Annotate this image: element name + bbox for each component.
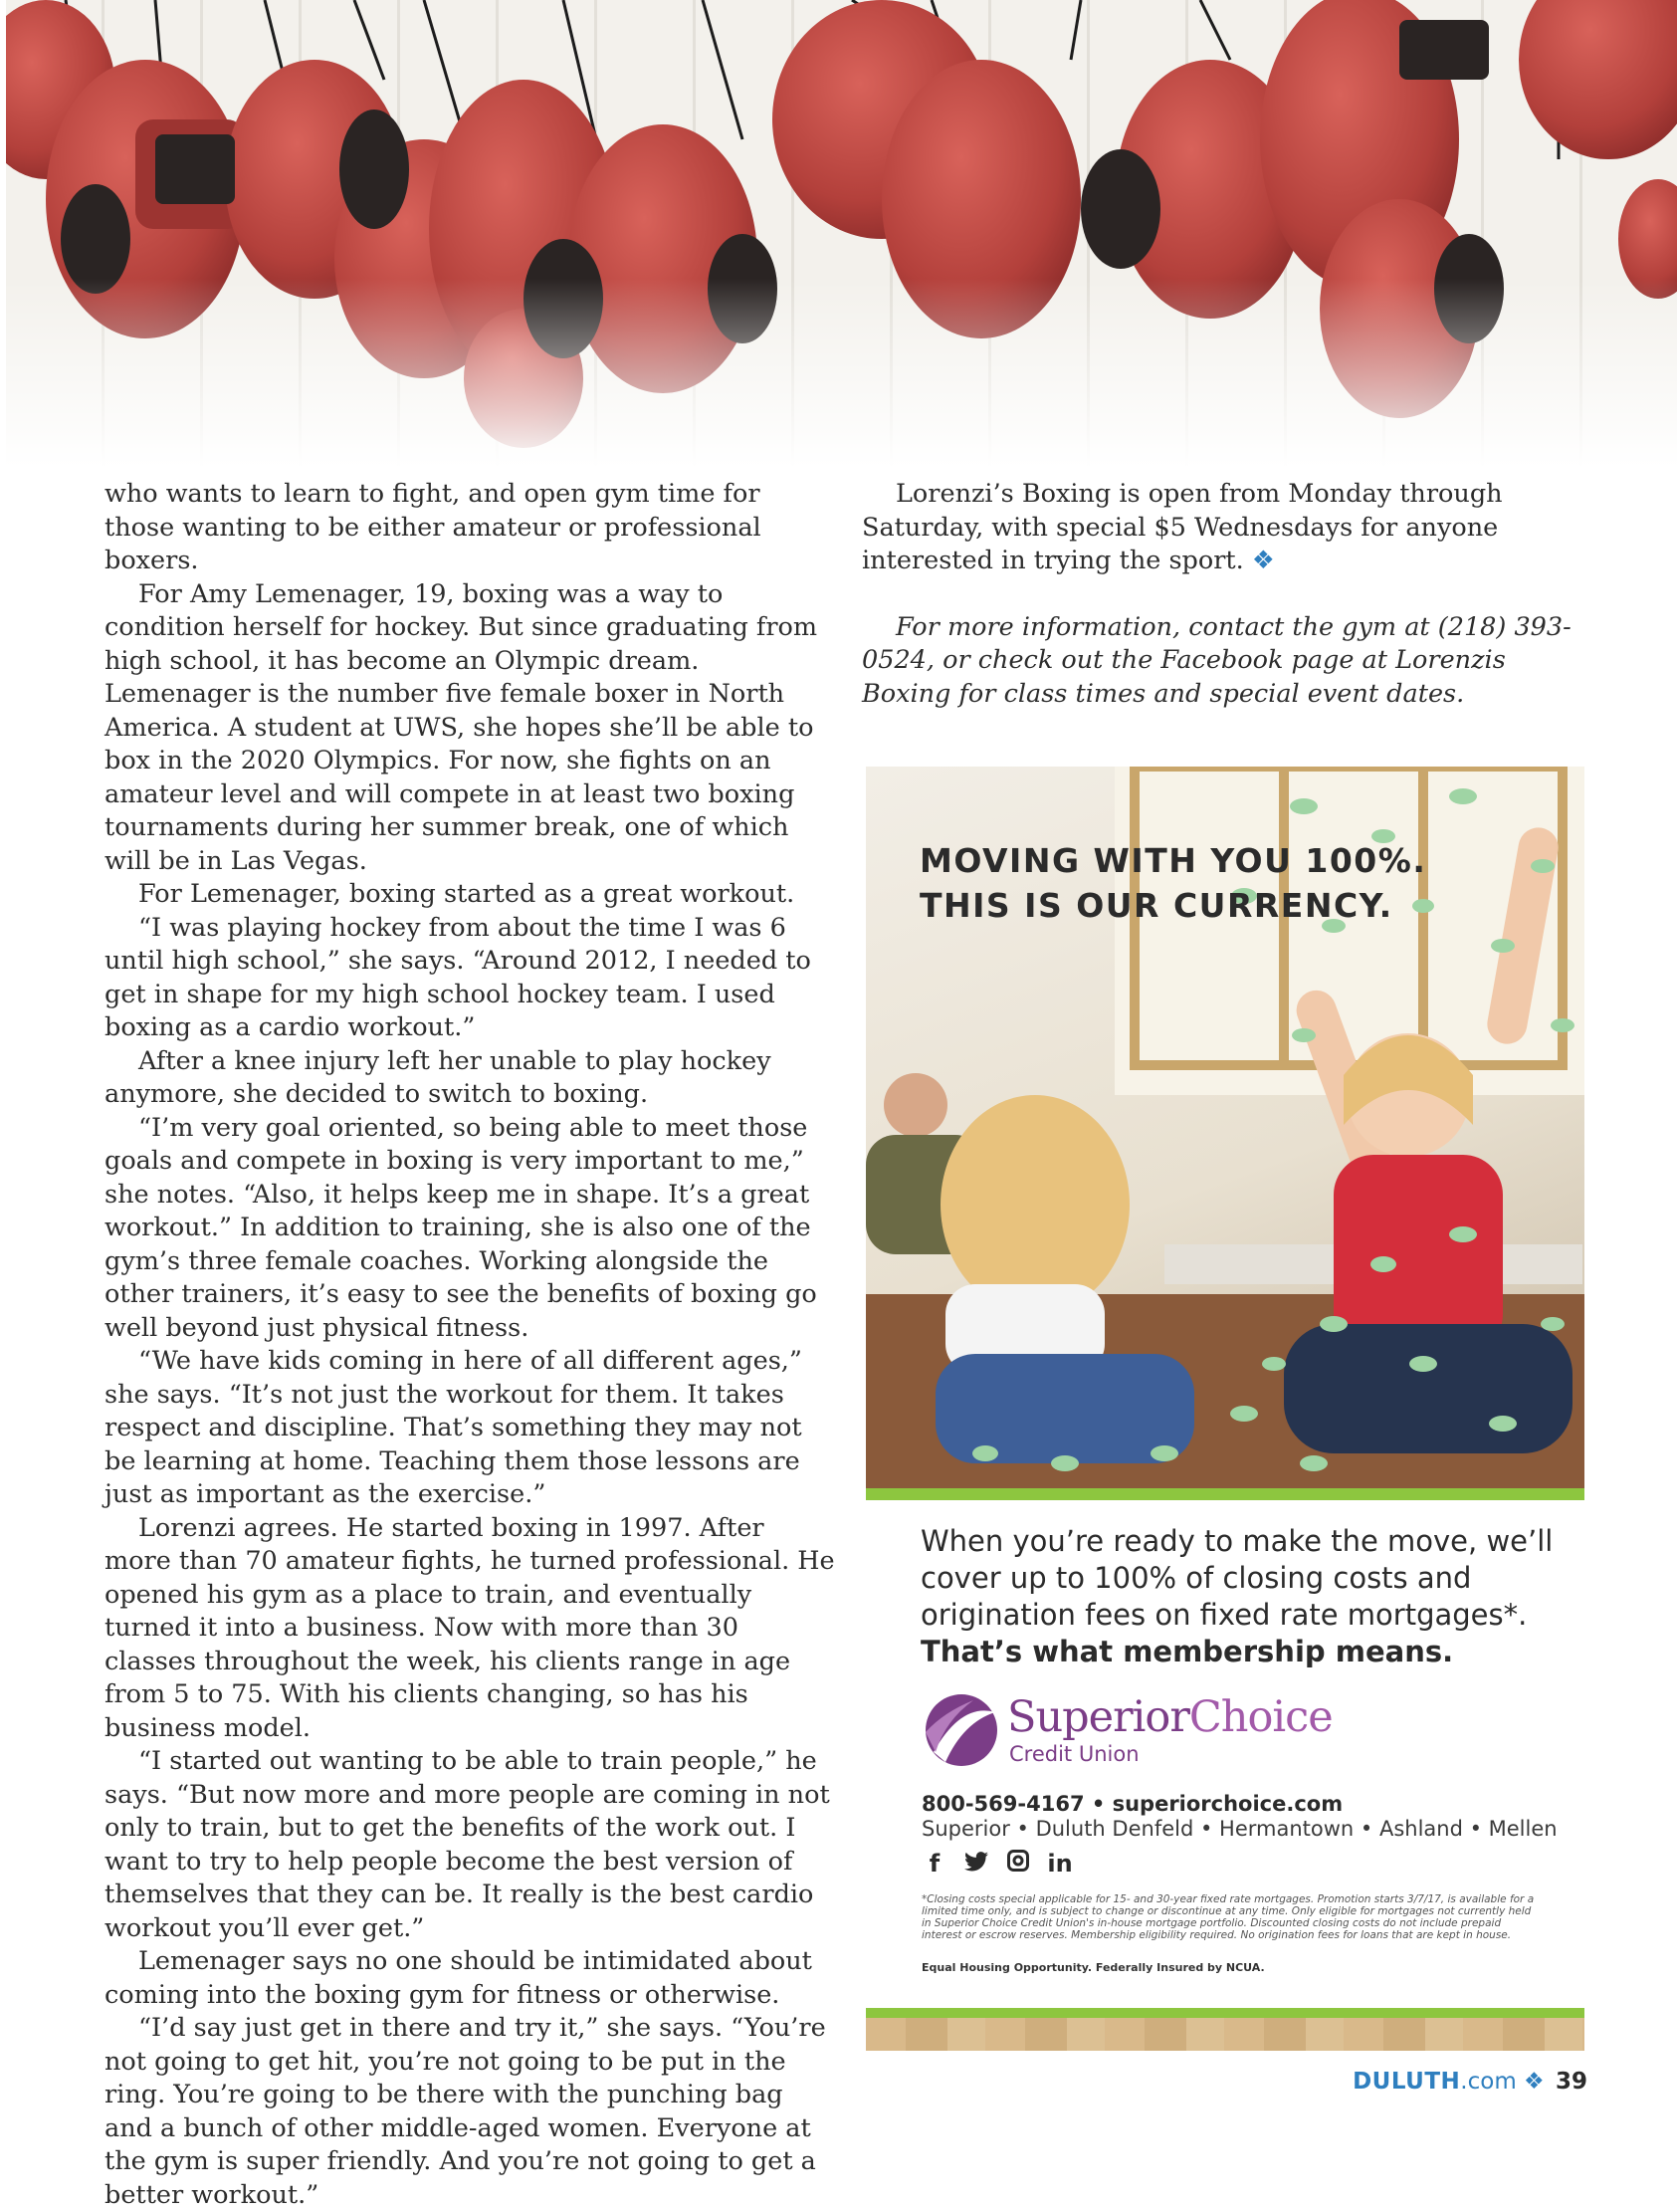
page-number: 39 bbox=[1555, 2069, 1587, 2095]
article-paragraph: For Lemenager, boxing started as a great workout. bbox=[138, 879, 795, 909]
logo-word-superior: Superior bbox=[1007, 1692, 1189, 1742]
article-paragraph: “I was playing hockey from about the time I was 6 until high school,” she says. “Around 2012, I needed to get in shape for my high school hockey team. I used boxing as a cardio workout.” bbox=[105, 912, 811, 1042]
facebook-icon[interactable]: f bbox=[929, 1850, 941, 1878]
ad-headline-line1: MOVING WITH YOU 100%. bbox=[920, 841, 1427, 880]
linkedin-icon[interactable]: in bbox=[1047, 1850, 1073, 1878]
article-left-column bbox=[105, 478, 836, 2212]
folio-suffix: .com bbox=[1460, 2069, 1517, 2095]
hero-fade bbox=[6, 279, 1677, 468]
superior-choice-logo[interactable] bbox=[924, 1692, 1342, 1782]
article-paragraph: Lemenager says no one should be intimidated about coming into the boxing gym for fitness or otherwise. bbox=[105, 1946, 812, 2010]
logo-wordmark bbox=[1007, 1692, 1333, 1742]
ad-contact[interactable]: 800-569-4167 • superiorchoice.com bbox=[922, 1792, 1344, 1816]
article-paragraph: For Amy Lemenager, 19, boxing was a way to condition herself for hockey. But since graduating from high school, it has become an Olympic dream. Lemenager is the number five female boxer in North America. A student at UWS, she hopes she’ll be able to box in the 2020 Olympics. For now, she fights on an amateur level and will compete in at least two boxing tournaments during her summer break, one of which will be in Las Vegas. bbox=[105, 578, 818, 876]
article-paragraph: Lorenzi agrees. He started boxing in 1997. After more than 70 amateur fights, he turned professional. He opened his gym as a place to train, and eventually turned it into a business. Now with more than 30 classes throughout the week, his clients range in age from 5 to 75. With his clients changing, so has his business model. bbox=[105, 1512, 835, 1743]
superior-choice-ad[interactable] bbox=[866, 767, 1584, 2051]
article-paragraph: “I’m very goal oriented, so being able to meet those goals and compete in boxing is very important to me,” she notes. “Also, it helps keep me in shape. It’s a great workout.” In addition to training, she is also one of the gym’s three female coaches. Working alongside the other trainers, it’s easy to see the benefits of boxing go well beyond just physical fitness. bbox=[105, 1112, 817, 1343]
twitter-icon[interactable] bbox=[963, 1850, 989, 1878]
instagram-icon[interactable] bbox=[1005, 1850, 1031, 1878]
logo-word-choice: Choice bbox=[1188, 1692, 1333, 1742]
instagram-shape bbox=[1007, 1850, 1029, 1872]
article-paragraph: “We have kids coming in here of all different ages,” she says. “It’s not just the workout for them. It takes respect and discipline. That’s something they may not be learning at home. Teaching them those lessons are just as important as the exercise.” bbox=[105, 1346, 802, 1509]
equal-housing-note: Equal Housing Opportunity. Federally Insured by NCUA. bbox=[922, 1961, 1265, 1974]
folio-separator-icon: ❖ bbox=[1524, 2069, 1545, 2095]
ad-green-stripe bbox=[866, 1488, 1584, 1500]
article-right-column bbox=[862, 478, 1598, 711]
info-note: For more information, contact the gym at (218) 393-0524, or check out the Facebook page at Lorenzis Boxing for class times and special event dates. bbox=[862, 611, 1572, 709]
ad-headline bbox=[920, 838, 1426, 928]
article-closing-paragraph bbox=[862, 478, 1598, 578]
end-mark-icon: ❖ bbox=[1251, 546, 1275, 575]
article-paragraph: After a knee injury left her unable to play hockey anymore, she decided to switch to boxing. bbox=[105, 1045, 771, 1109]
page-folio bbox=[1353, 2069, 1587, 2095]
ad-headline-line2: THIS IS OUR CURRENCY. bbox=[920, 886, 1393, 925]
article-paragraph: who wants to learn to fight, and open gym time for those wanting to be either amateur or professional boxers. bbox=[105, 479, 761, 575]
logo-mark-icon bbox=[924, 1692, 999, 1768]
ad-body-text: When you’re ready to make the move, we’ll cover up to 100% of closing costs and origination fees on fixed rate mortgages*. bbox=[921, 1524, 1554, 1632]
ad-body-copy bbox=[921, 1523, 1558, 1670]
ad-footer-green-stripe bbox=[866, 2008, 1584, 2018]
article-paragraph: “I started out wanting to be able to train people,” he says. “But now more and more people are coming in not only to train, but to get the benefits of the work out. I want to try to help people become the best version of themselves that they can be. It really is the best cardio workout you’ll ever get.” bbox=[105, 1746, 830, 1943]
ad-disclaimer: *Closing costs special applicable for 15- and 30-year fixed rate mortgages. Promotion starts 3/7/17, is available for a limited time only, and is subject to change or discontinue at any time. Only eligible for mortgages not currently held in Superior Choice Credit Union's in-house mortgage portfolio. Discounted closing costs do not include prepaid interest or escrow reserves. Membership eligibility required. No origination fees for loans that are kept in house. bbox=[922, 1893, 1535, 1941]
ad-footer-wood-strip bbox=[866, 2018, 1584, 2051]
social-icons bbox=[922, 1850, 1073, 1878]
hero-photo-boxing-gloves bbox=[6, 0, 1677, 468]
folio-publication: DULUTH bbox=[1353, 2069, 1461, 2095]
ad-body-strong: That’s what membership means. bbox=[921, 1635, 1454, 1668]
article-paragraph: “I’d say just get in there and try it,” she says. “You’re not going to get hit, you’re not going to be put in the ring. You’re going to be there with the punching bag and a bunch of other middle-aged women. Everyone at the gym is super friendly. And you’re not going to get a better workout.” bbox=[105, 2013, 826, 2210]
logo-subtitle: Credit Union bbox=[1009, 1742, 1140, 1766]
closing-text: Lorenzi’s Boxing is open from Monday through Saturday, with special $5 Wednesdays for anyone interested in trying the sport. bbox=[862, 479, 1503, 575]
ad-photo-kids-packing-peanuts bbox=[866, 767, 1584, 1488]
ad-locations: Superior • Duluth Denfeld • Hermantown • Ashland • Mellen bbox=[922, 1817, 1558, 1841]
twitter-bird-shape bbox=[964, 1852, 988, 1872]
